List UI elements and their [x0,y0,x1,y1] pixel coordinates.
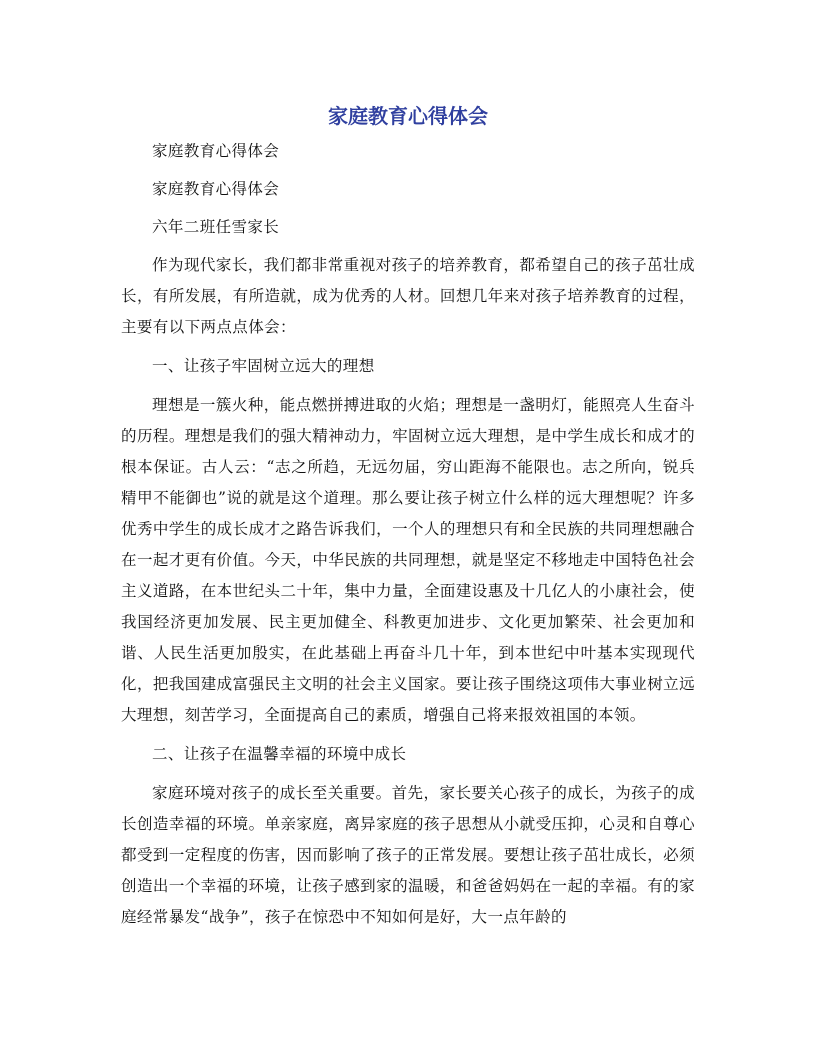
body-paragraph: 家庭环境对孩子的成长至关重要。首先，家长要关心孩子的成长，为孩子的成长创造幸福的环境。单亲家庭，离异家庭的孩子思想从小就受压抑，心灵和自尊心都受到一定程度的伤害，因而影响了孩子的正常发展。要想让孩子茁壮成长，必须创造出一个幸福的环境，让孩子感到家的温暖，和爸爸妈妈在一起的幸福。有的家庭经常暴发“战争”，孩子在惊恐中不知如何是好，大一点年龄的 [121,784,695,926]
subtitle-line: 家庭教育心得体会 [152,180,280,198]
document-body [121,136,695,933]
author-line: 六年二班任雪家长 [152,218,280,236]
subtitle-line: 家庭教育心得体会 [152,142,280,160]
intro-paragraph: 作为现代家长，我们都非常重视对孩子的培养教育，都希望自己的孩子茁壮成长，有所发展，有所造就，成为优秀的人材。回想几年来对孩子培养教育的过程，主要有以下两点点体会： [121,256,695,336]
section-heading: 一、让孩子牢固树立远大的理想 [152,357,375,375]
section-heading: 二、让孩子在温馨幸福的环境中成长 [152,745,407,763]
body-paragraph: 理想是一簇火种，能点燃拼搏进取的火焰；理想是一盏明灯，能照亮人生奋斗的历程。理想是我们的强大精神动力，牢固树立远大理想，是中学生成长和成才的根本保证。古人云：“志之所趋，无远勿届，穷山距海不能限也。志之所向，锐兵精甲不能御也”说的就是这个道理。那么要让孩子树立什么样的远大理想呢？许多优秀中学生的成长成才之路告诉我们，一个人的理想只有和全民族的共同理想融合在一起才更有价值。今天，中华民族的共同理想，就是坚定不移地走中国特色社会主义道路，在本世纪头二十年，集中力量，全面建设惠及十几亿人的小康社会，使我国经济更加发展、民主更加健全、科教更加进步、文化更加繁荣、社会更加和谐、人民生活更加殷实，在此基础上再奋斗几十年，到本世纪中叶基本实现现代化，把我国建成富强民主文明的社会主义国家。要让孩子围绕这项伟大事业树立远大理想，刻苦学习，全面提高自己的素质，增强自己将来报效祖国的本领。 [121,396,695,724]
document-title: 家庭教育心得体会 [328,104,488,128]
